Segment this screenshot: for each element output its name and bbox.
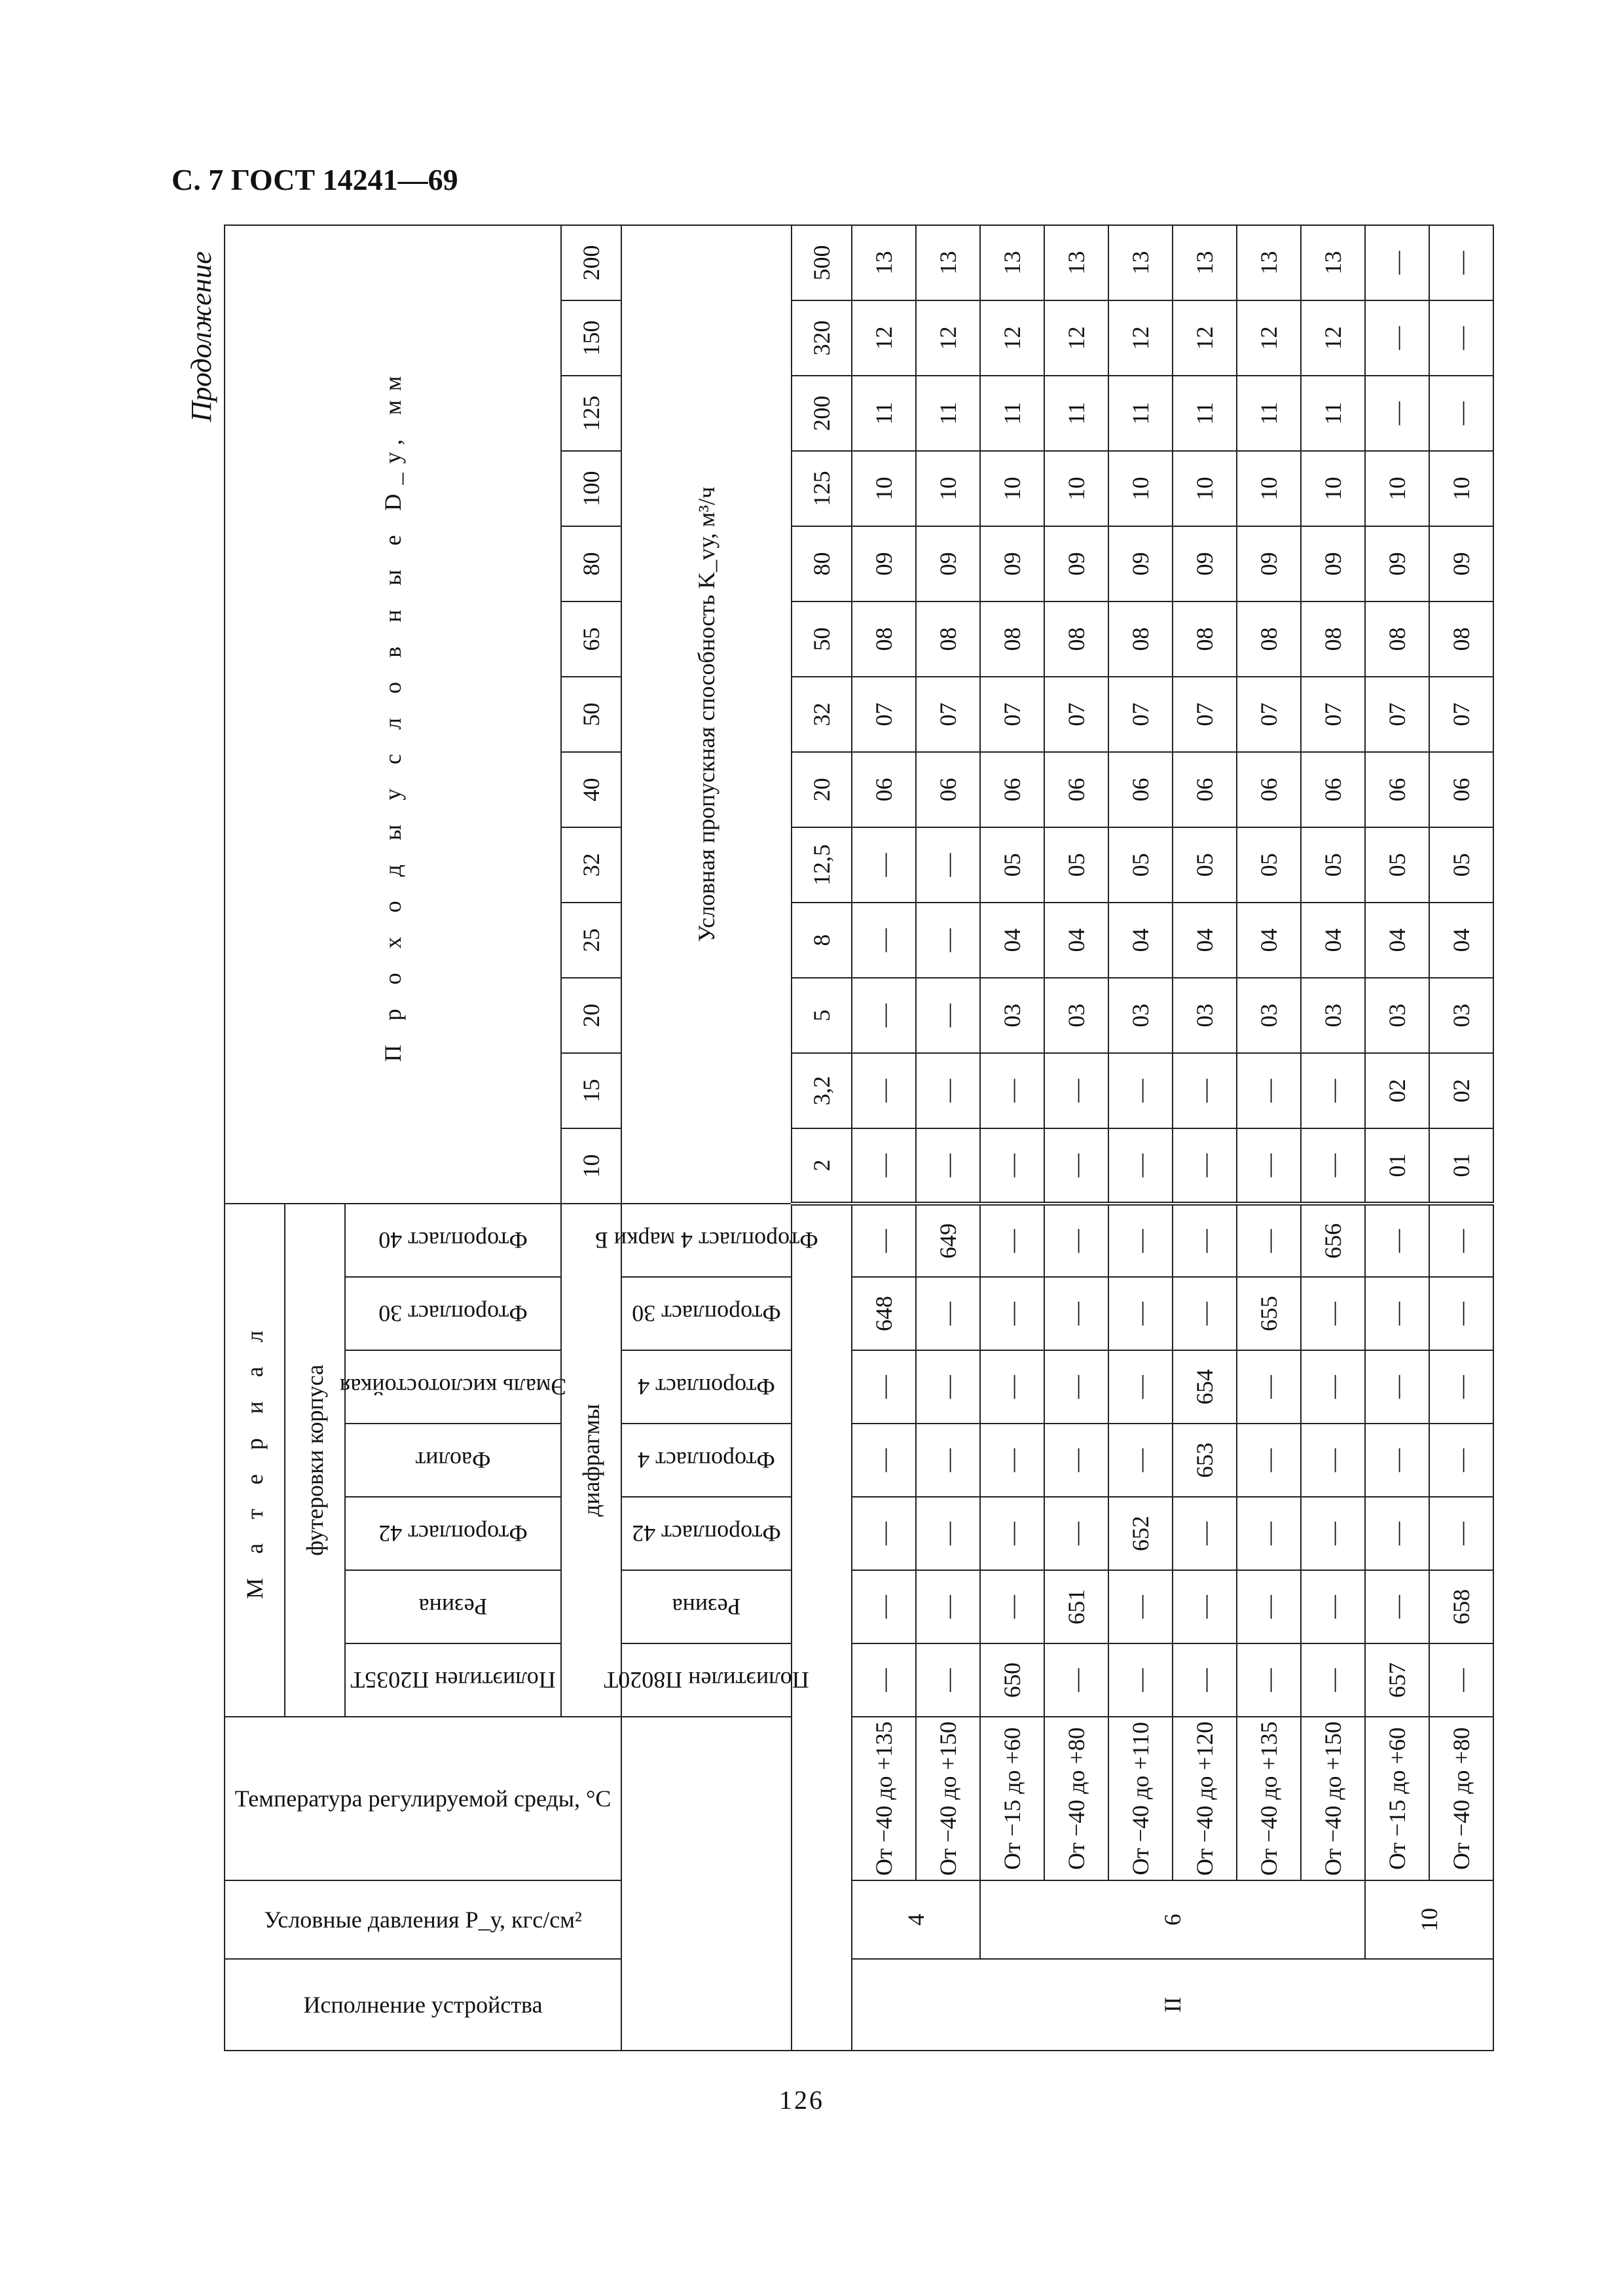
temperature-cell: От −40 до +110: [1108, 1717, 1173, 1880]
size-code-cell: 08: [1108, 601, 1173, 677]
size-code-cell: —: [1237, 1128, 1301, 1204]
material-code-cell: —: [1044, 1204, 1108, 1277]
material-code-cell: —: [1173, 1204, 1237, 1277]
size-code-cell: 08: [916, 601, 980, 677]
size-code-cell: 13: [852, 225, 916, 300]
material-code-cell: —: [1429, 1497, 1493, 1570]
size-code-cell: 08: [1301, 601, 1365, 677]
size-code-cell: —: [1108, 1053, 1173, 1128]
size-code-cell: 06: [1237, 752, 1301, 827]
size-code-cell: 05: [1301, 827, 1365, 903]
material-code-cell: 650: [980, 1643, 1044, 1717]
size-code-cell: 13: [1173, 225, 1237, 300]
material-code-cell: —: [916, 1350, 980, 1424]
size-code-cell: 05: [980, 827, 1044, 903]
diameter-cell: 32: [561, 827, 621, 903]
size-code-cell: 09: [1044, 526, 1108, 601]
size-code-cell: 07: [1301, 677, 1365, 752]
size-code-cell: 03: [1108, 978, 1173, 1053]
diaphragm-material-text: Фторопласт 4: [638, 1374, 775, 1400]
size-code-cell: 04: [1108, 903, 1173, 978]
material-code-cell: —: [1108, 1350, 1173, 1424]
material-code-cell: —: [916, 1277, 980, 1350]
pressure-cell: 10: [1365, 1880, 1493, 1959]
material-header: М а т е р и а л: [225, 1204, 285, 1717]
size-code-cell: 12: [1301, 300, 1365, 376]
size-code-cell: 12: [1044, 300, 1108, 376]
size-code-cell: 05: [1044, 827, 1108, 903]
size-code-cell: 10: [1237, 451, 1301, 526]
table-row: [916, 225, 980, 2051]
size-code-cell: 04: [980, 903, 1044, 978]
size-code-cell: 09: [1301, 526, 1365, 601]
empty-cell: [792, 1204, 852, 2051]
size-code-cell: —: [852, 978, 916, 1053]
diaphragm-material: [621, 1424, 792, 1497]
material-code-cell: 657: [1365, 1643, 1429, 1717]
capacity-header: Условная пропускная способность K_vу, м³/ч: [621, 225, 792, 1204]
size-code-cell: 08: [1237, 601, 1301, 677]
diaphragm-material-text: Фторопласт 30: [632, 1300, 781, 1327]
lining-material-text: Фторопласт 40: [378, 1227, 528, 1253]
page-header: С. 7 ГОСТ 14241—69: [172, 163, 458, 196]
size-code-cell: 06: [916, 752, 980, 827]
col-pressure-header-text: Условные давления P_у, кгс/см²: [264, 1907, 582, 1933]
size-code-cell: 10: [1301, 451, 1365, 526]
material-code-cell: —: [1429, 1424, 1493, 1497]
size-code-cell: 08: [852, 601, 916, 677]
material-code-cell: —: [916, 1424, 980, 1497]
diaphragm-material-text: Резина: [672, 1594, 741, 1620]
col-pressure-header: [225, 1880, 621, 1959]
page-number: 126: [779, 2085, 824, 2115]
material-code-cell: —: [1237, 1570, 1301, 1643]
diameter-cell: 50: [561, 677, 621, 752]
col-execution-header-text: Исполнение устройства: [303, 1992, 543, 2018]
size-code-cell: —: [1429, 300, 1493, 376]
size-code-cell: 09: [1365, 526, 1429, 601]
capacity-cell: 200: [792, 376, 852, 451]
size-code-cell: —: [1365, 225, 1429, 300]
capacity-cell: 8: [792, 903, 852, 978]
material-code-cell: —: [1044, 1277, 1108, 1350]
material-code-cell: 648: [852, 1277, 916, 1350]
size-code-cell: 09: [916, 526, 980, 601]
size-code-cell: —: [916, 1128, 980, 1204]
size-code-cell: —: [980, 1128, 1044, 1204]
diameter-cell: 25: [561, 903, 621, 978]
temperature-cell: От −40 до +150: [916, 1717, 980, 1880]
diameter-cell: 80: [561, 526, 621, 601]
material-code-cell: —: [1237, 1350, 1301, 1424]
size-code-cell: 11: [1237, 376, 1301, 451]
temperature-cell: От −40 до +80: [1429, 1717, 1493, 1880]
material-code-cell: —: [852, 1424, 916, 1497]
size-code-cell: 11: [1301, 376, 1365, 451]
material-code-cell: 652: [1108, 1497, 1173, 1570]
material-code-cell: —: [852, 1570, 916, 1643]
diaphragm-material-text: Полиэтилен П8020Т: [604, 1667, 809, 1693]
size-code-cell: 03: [980, 978, 1044, 1053]
lining-material-text: Фаолит: [415, 1447, 491, 1473]
material-code-cell: —: [1301, 1277, 1365, 1350]
size-code-cell: 04: [1173, 903, 1237, 978]
material-code-cell: —: [852, 1204, 916, 1277]
material-code-cell: 651: [1044, 1570, 1108, 1643]
size-code-cell: 10: [1044, 451, 1108, 526]
material-code-cell: 649: [916, 1204, 980, 1277]
material-code-cell: —: [980, 1277, 1044, 1350]
lining-material-text: Полиэтилен П2035Т: [350, 1667, 556, 1693]
size-code-cell: —: [1108, 1128, 1173, 1204]
material-code-cell: —: [980, 1204, 1044, 1277]
capacity-cell: 2: [792, 1128, 852, 1204]
material-code-cell: —: [1044, 1643, 1108, 1717]
size-code-cell: 10: [916, 451, 980, 526]
continuation-label: Продолжение: [185, 251, 217, 422]
size-code-cell: 11: [980, 376, 1044, 451]
diameter-cell: 200: [561, 225, 621, 300]
size-code-cell: 06: [852, 752, 916, 827]
size-code-cell: 13: [980, 225, 1044, 300]
material-code-cell: —: [1237, 1424, 1301, 1497]
size-code-cell: 06: [1108, 752, 1173, 827]
size-code-cell: 01: [1365, 1128, 1429, 1204]
size-code-cell: 07: [1237, 677, 1301, 752]
size-code-cell: —: [1044, 1053, 1108, 1128]
size-code-cell: —: [852, 827, 916, 903]
material-code-cell: —: [852, 1350, 916, 1424]
size-code-cell: 06: [1365, 752, 1429, 827]
size-code-cell: 05: [1365, 827, 1429, 903]
material-code-cell: —: [980, 1497, 1044, 1570]
size-code-cell: 13: [1044, 225, 1108, 300]
material-code-cell: —: [1237, 1204, 1301, 1277]
table-row: [1108, 225, 1173, 2051]
size-code-cell: —: [980, 1053, 1044, 1128]
temperature-cell: От −40 до +135: [852, 1717, 916, 1880]
diaphragm-material: [621, 1277, 792, 1350]
size-code-cell: 08: [1173, 601, 1237, 677]
col-temperature-header-text: Температура регулируемой среды, °С: [234, 1785, 611, 1812]
material-code-cell: —: [1365, 1424, 1429, 1497]
size-code-cell: 08: [1429, 601, 1493, 677]
material-code-cell: —: [1365, 1570, 1429, 1643]
diameter-cell: 150: [561, 300, 621, 376]
size-code-cell: —: [1301, 1053, 1365, 1128]
size-code-cell: 05: [1173, 827, 1237, 903]
size-code-cell: —: [852, 903, 916, 978]
material-code-cell: —: [1365, 1277, 1429, 1350]
diameter-cell: 15: [561, 1053, 621, 1128]
diaphragm-material: [594, 1204, 818, 1277]
size-code-cell: 13: [1237, 225, 1301, 300]
material-code-cell: —: [1301, 1350, 1365, 1424]
lining-material-text: Фторопласт 42: [378, 1520, 528, 1547]
diameter-cell: 100: [561, 451, 621, 526]
size-code-cell: —: [1365, 300, 1429, 376]
capacity-cell: 320: [792, 300, 852, 376]
diaphragm-material-text: Фторопласт 42: [632, 1520, 781, 1547]
size-code-cell: 06: [1429, 752, 1493, 827]
size-code-cell: 02: [1365, 1053, 1429, 1128]
size-code-cell: 08: [1365, 601, 1429, 677]
col-execution-header: [225, 1959, 621, 2051]
diaphragm-material: [621, 1570, 792, 1643]
size-code-cell: 06: [980, 752, 1044, 827]
rotated-table-block: [185, 245, 1480, 2051]
material-code-cell: 658: [1429, 1570, 1493, 1643]
size-code-cell: —: [1237, 1053, 1301, 1128]
size-code-cell: 13: [1108, 225, 1173, 300]
pressure-cell: 6: [980, 1880, 1365, 1959]
size-code-cell: 07: [1173, 677, 1237, 752]
size-code-cell: —: [1173, 1053, 1237, 1128]
size-code-cell: —: [852, 1128, 916, 1204]
diameter-cell: 65: [561, 601, 621, 677]
capacity-cell: 20: [792, 752, 852, 827]
diaphragm-material-text: Фторопласт 4: [638, 1447, 775, 1473]
material-code-cell: —: [1429, 1204, 1493, 1277]
temperature-cell: От −15 до +60: [980, 1717, 1044, 1880]
size-code-cell: 03: [1301, 978, 1365, 1053]
material-code-cell: —: [1108, 1643, 1173, 1717]
table-row: [980, 225, 1044, 2051]
material-code-cell: —: [1237, 1497, 1301, 1570]
table-row: [1365, 225, 1429, 2051]
capacity-cell: 125: [792, 451, 852, 526]
material-code-cell: —: [1108, 1570, 1173, 1643]
diaphragm-material-text: Фторопласт 4 марки Б: [594, 1227, 818, 1253]
temperature-cell: От −15 до +60: [1365, 1717, 1429, 1880]
size-code-cell: 13: [916, 225, 980, 300]
size-code-cell: 04: [1301, 903, 1365, 978]
material-code-cell: —: [1173, 1570, 1237, 1643]
size-code-cell: 12: [980, 300, 1044, 376]
material-code-cell: —: [852, 1643, 916, 1717]
lining-material: [339, 1350, 567, 1424]
capacity-cell: 500: [792, 225, 852, 300]
material-code-cell: —: [1173, 1643, 1237, 1717]
material-code-cell: —: [1301, 1497, 1365, 1570]
size-code-cell: 09: [1237, 526, 1301, 601]
size-code-cell: 10: [1365, 451, 1429, 526]
size-code-cell: 07: [1108, 677, 1173, 752]
size-code-cell: —: [916, 978, 980, 1053]
size-code-cell: 06: [1044, 752, 1108, 827]
size-code-cell: 10: [1429, 451, 1493, 526]
size-code-cell: —: [852, 1053, 916, 1128]
size-code-cell: 10: [1173, 451, 1237, 526]
size-code-cell: 06: [1301, 752, 1365, 827]
size-code-cell: 12: [916, 300, 980, 376]
diaphragm-header: диафрагмы: [561, 1204, 621, 1717]
temperature-cell: От −40 до +80: [1044, 1717, 1108, 1880]
table-row: [1237, 225, 1301, 2051]
lining-material: [345, 1497, 561, 1570]
capacity-cell: 12,5: [792, 827, 852, 903]
size-code-cell: 07: [1044, 677, 1108, 752]
lining-material-text: Резина: [418, 1594, 488, 1620]
material-code-cell: —: [1044, 1424, 1108, 1497]
size-code-cell: 06: [1173, 752, 1237, 827]
size-code-cell: 04: [1237, 903, 1301, 978]
size-code-cell: 12: [1108, 300, 1173, 376]
material-code-cell: —: [1429, 1643, 1493, 1717]
size-code-cell: 05: [1429, 827, 1493, 903]
size-code-cell: 04: [1429, 903, 1493, 978]
size-code-cell: 03: [1429, 978, 1493, 1053]
size-code-cell: 02: [1429, 1053, 1493, 1128]
material-code-cell: —: [1429, 1277, 1493, 1350]
capacity-cell: 50: [792, 601, 852, 677]
material-code-cell: —: [1108, 1204, 1173, 1277]
material-code-cell: —: [1108, 1424, 1173, 1497]
size-code-cell: 13: [1301, 225, 1365, 300]
table-row: [1301, 225, 1365, 2051]
valve-table: [224, 224, 1494, 2051]
lining-header: футеровки корпуса: [285, 1204, 345, 1717]
material-code-cell: —: [980, 1424, 1044, 1497]
material-code-cell: —: [1044, 1497, 1108, 1570]
temperature-cell: От −40 до +120: [1173, 1717, 1237, 1880]
material-code-cell: 656: [1301, 1204, 1365, 1277]
lining-material: [345, 1643, 561, 1717]
size-code-cell: 04: [1044, 903, 1108, 978]
material-code-cell: —: [1365, 1497, 1429, 1570]
temperature-cell: От −40 до +150: [1301, 1717, 1365, 1880]
size-code-cell: —: [1429, 376, 1493, 451]
size-code-cell: 05: [1237, 827, 1301, 903]
lining-material: [345, 1570, 561, 1643]
size-code-cell: 03: [1365, 978, 1429, 1053]
material-code-cell: —: [1173, 1277, 1237, 1350]
material-code-cell: —: [1429, 1350, 1493, 1424]
size-code-cell: —: [916, 903, 980, 978]
size-code-cell: —: [1301, 1128, 1365, 1204]
material-code-cell: —: [916, 1643, 980, 1717]
size-code-cell: 03: [1237, 978, 1301, 1053]
material-code-cell: —: [980, 1350, 1044, 1424]
diaphragm-material: [621, 1497, 792, 1570]
size-code-cell: 03: [1173, 978, 1237, 1053]
capacity-cell: 3,2: [792, 1053, 852, 1128]
diaphragm-material: [604, 1643, 809, 1717]
size-code-cell: 08: [1044, 601, 1108, 677]
diameter-cell: 40: [561, 752, 621, 827]
material-code-cell: 653: [1173, 1424, 1237, 1497]
col-temperature-header: [225, 1717, 621, 1880]
diaphragm-material: [621, 1350, 792, 1424]
size-code-cell: 07: [916, 677, 980, 752]
table-row: [852, 225, 916, 2051]
size-code-cell: —: [1044, 1128, 1108, 1204]
size-code-cell: 09: [1173, 526, 1237, 601]
material-code-cell: —: [1365, 1204, 1429, 1277]
pressure-cell: 4: [852, 1880, 980, 1959]
material-code-cell: —: [1301, 1424, 1365, 1497]
size-code-cell: —: [1429, 225, 1493, 300]
size-code-cell: 09: [1429, 526, 1493, 601]
size-code-cell: 07: [980, 677, 1044, 752]
size-code-cell: 12: [1173, 300, 1237, 376]
size-code-cell: 10: [980, 451, 1044, 526]
table-row: [1429, 225, 1493, 2051]
size-code-cell: 09: [852, 526, 916, 601]
table-row: [1044, 225, 1108, 2051]
material-code-cell: —: [1173, 1497, 1237, 1570]
size-code-cell: 12: [1237, 300, 1301, 376]
size-code-cell: 07: [852, 677, 916, 752]
size-code-cell: 09: [980, 526, 1044, 601]
execution-cell: II: [852, 1959, 1493, 2051]
lining-material: [345, 1277, 561, 1350]
material-code-cell: —: [916, 1570, 980, 1643]
size-code-cell: 11: [852, 376, 916, 451]
size-code-cell: 04: [1365, 903, 1429, 978]
empty-cell: [621, 1717, 792, 2051]
size-code-cell: 11: [1108, 376, 1173, 451]
capacity-cell: 5: [792, 978, 852, 1053]
size-code-cell: 12: [852, 300, 916, 376]
size-code-cell: 03: [1044, 978, 1108, 1053]
table-row: [1173, 225, 1237, 2051]
size-code-cell: 07: [1429, 677, 1493, 752]
lining-material: [345, 1204, 561, 1277]
material-code-cell: —: [1301, 1643, 1365, 1717]
capacity-cell: 32: [792, 677, 852, 752]
size-code-cell: 11: [916, 376, 980, 451]
material-code-cell: —: [852, 1497, 916, 1570]
material-code-cell: —: [1044, 1350, 1108, 1424]
diameter-cell: 20: [561, 978, 621, 1053]
material-code-cell: —: [1237, 1643, 1301, 1717]
material-code-cell: —: [980, 1570, 1044, 1643]
material-code-cell: 655: [1237, 1277, 1301, 1350]
size-code-cell: —: [916, 827, 980, 903]
passes-header: П р о х о д ы у с л о в н ы е D_у, мм: [225, 225, 561, 1204]
size-code-cell: 10: [852, 451, 916, 526]
size-code-cell: 11: [1173, 376, 1237, 451]
size-code-cell: 08: [980, 601, 1044, 677]
material-code-cell: —: [916, 1497, 980, 1570]
lining-material: [345, 1424, 561, 1497]
material-code-cell: —: [1108, 1277, 1173, 1350]
material-code-cell: —: [1365, 1350, 1429, 1424]
size-code-cell: —: [916, 1053, 980, 1128]
size-code-cell: 10: [1108, 451, 1173, 526]
size-code-cell: 05: [1108, 827, 1173, 903]
material-code-cell: 654: [1173, 1350, 1237, 1424]
diameter-cell: 125: [561, 376, 621, 451]
capacity-cell: 80: [792, 526, 852, 601]
size-code-cell: 11: [1044, 376, 1108, 451]
size-code-cell: 07: [1365, 677, 1429, 752]
size-code-cell: —: [1365, 376, 1429, 451]
lining-material-text: Эмаль кислотостойкая: [339, 1374, 567, 1400]
size-code-cell: —: [1173, 1128, 1237, 1204]
diameter-cell: 10: [561, 1128, 621, 1204]
lining-material-text: Фторопласт 30: [378, 1300, 528, 1327]
size-code-cell: 01: [1429, 1128, 1493, 1204]
temperature-cell: От −40 до +135: [1237, 1717, 1301, 1880]
size-code-cell: 09: [1108, 526, 1173, 601]
material-code-cell: —: [1301, 1570, 1365, 1643]
